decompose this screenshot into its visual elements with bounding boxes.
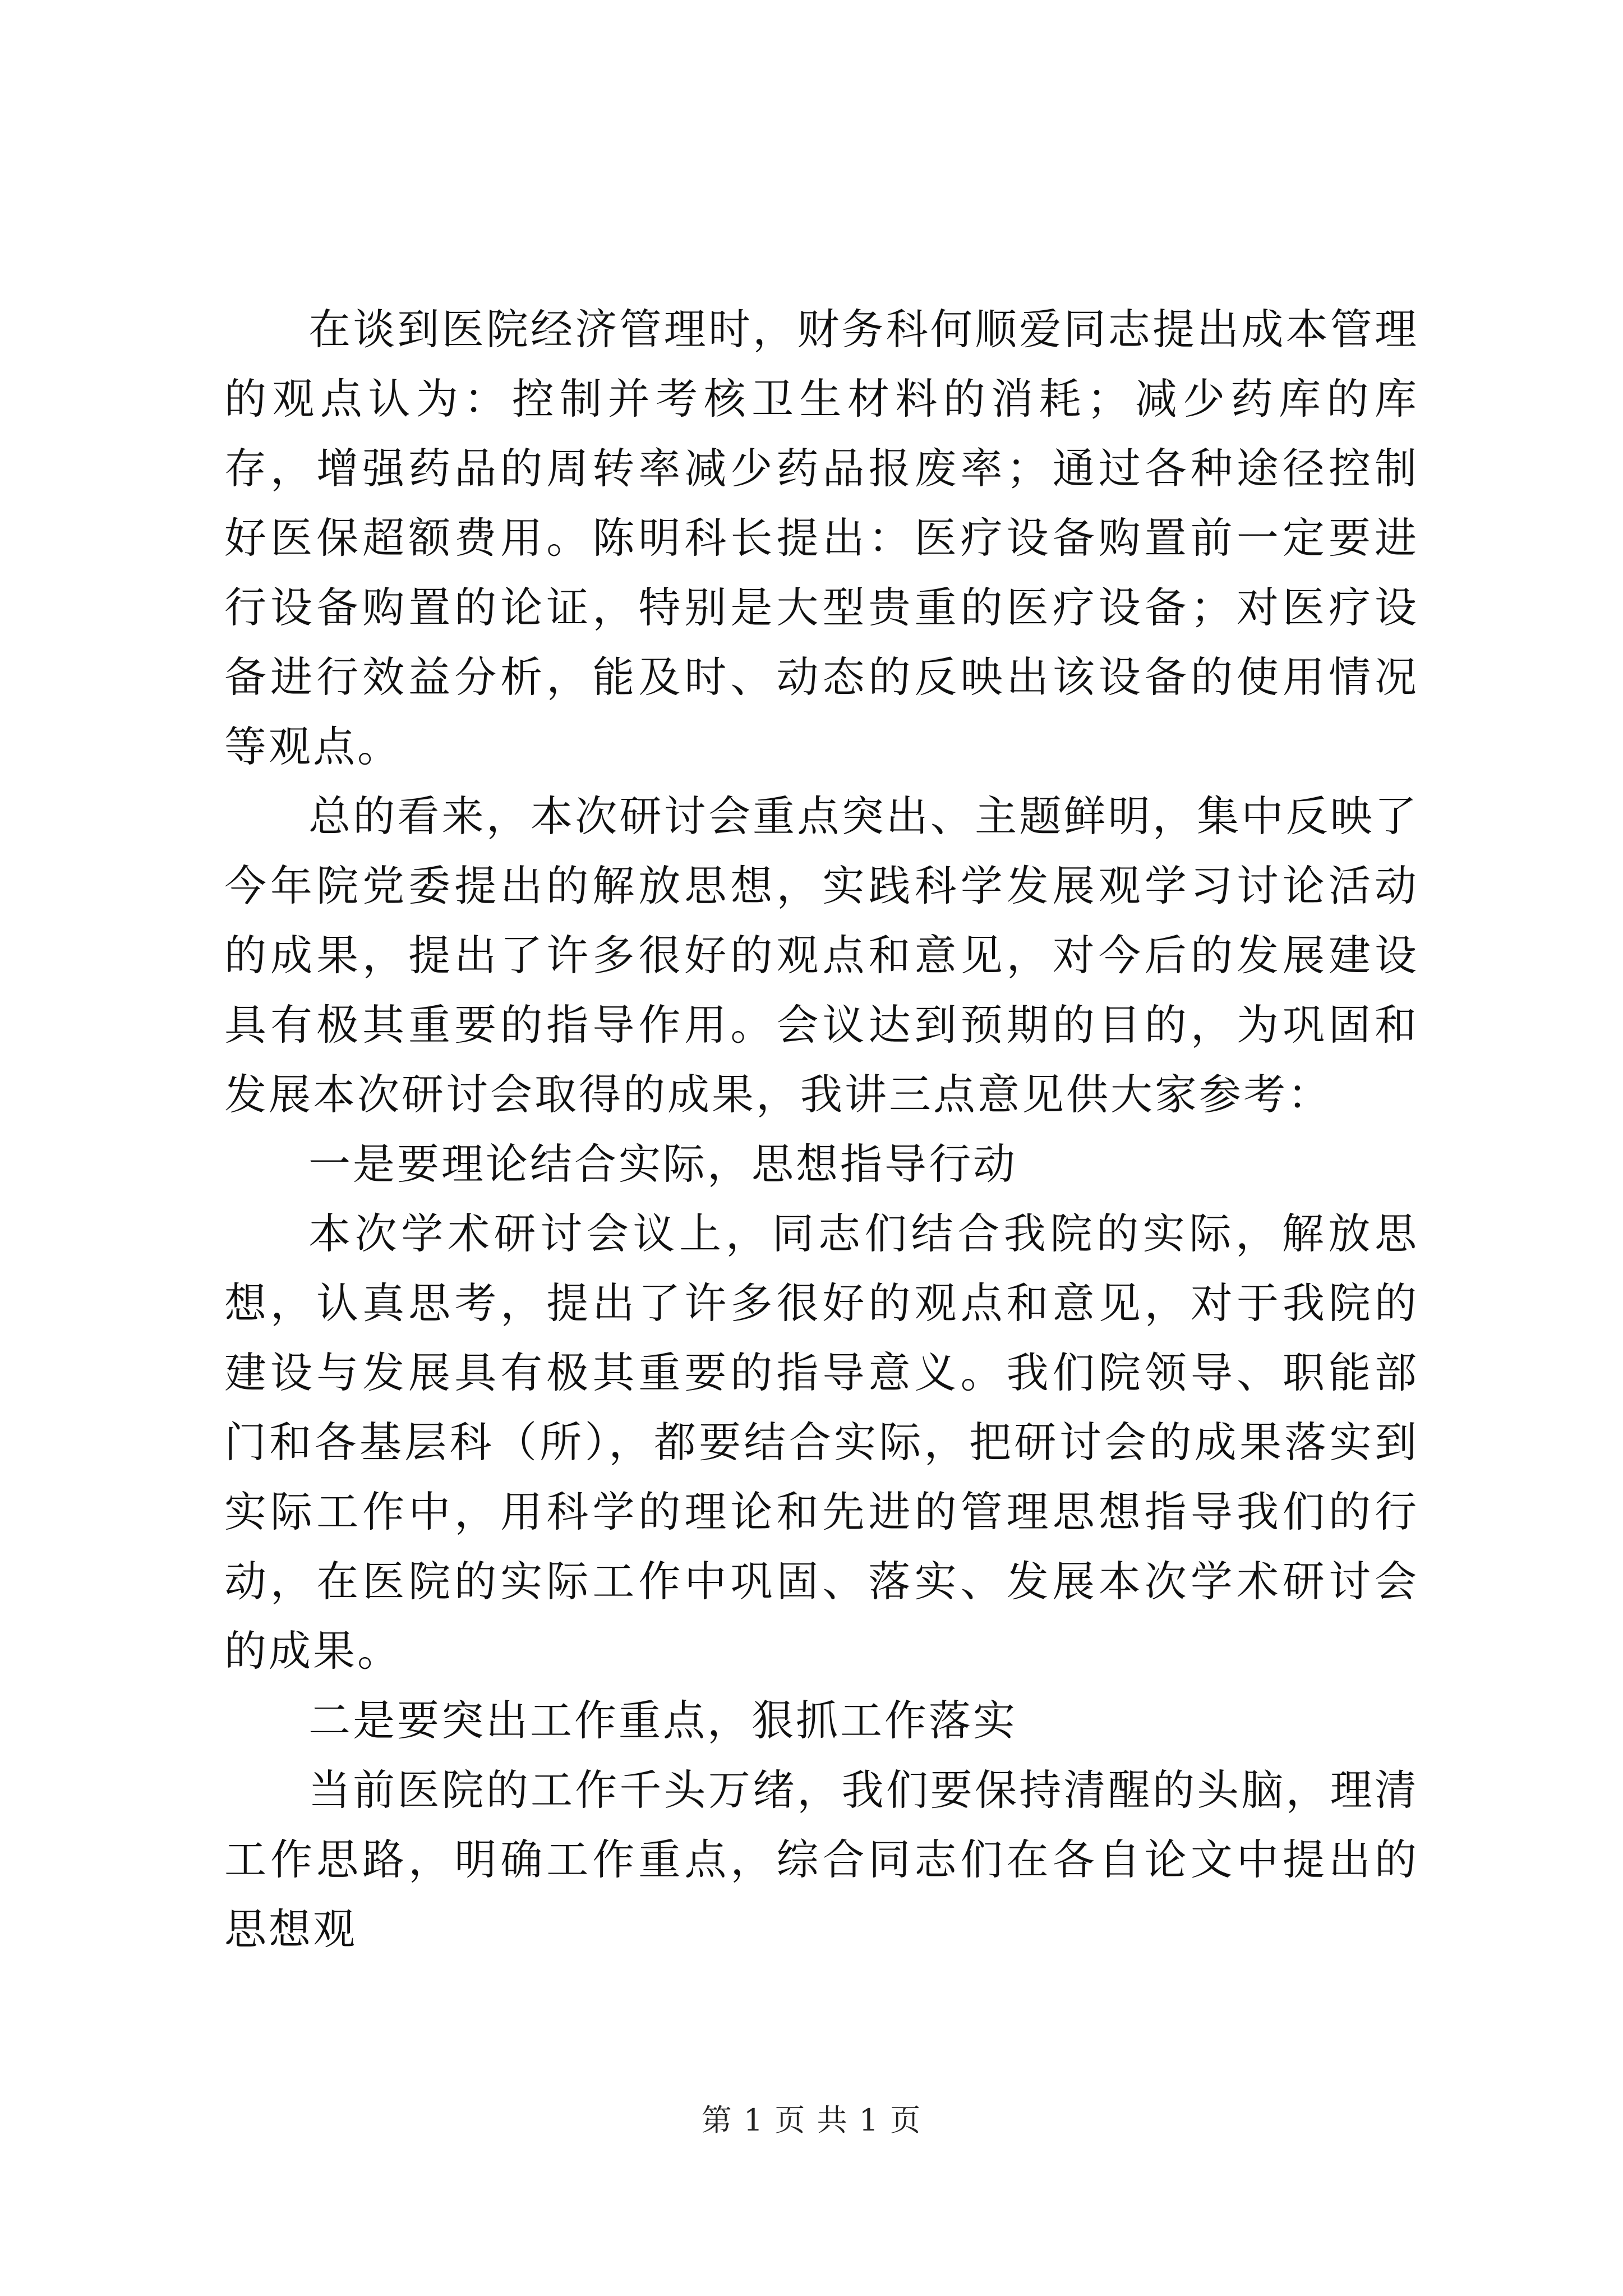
paragraph-point-one: 本次学术研讨会议上，同志们结合我院的实际，解放思想，认真思考，提出了许多很好的观点和意见，对于我院的建设与发展具有极其重要的指导意义。我们院领导、职能部门和各基层科（所），都要结合实际，把研讨会的成果落实到实际工作中，用科学的理论和先进的管理思想指导我们的行动，在医院的实际工作中巩固、落实、发展本次学术研讨会的成果。 xyxy=(224,1209,1419,1676)
document-body xyxy=(224,295,1419,1964)
heading-point-one: 一是要理论结合实际，思想指导行动 xyxy=(308,1139,1018,1189)
heading-point-two: 二是要突出工作重点，狠抓工作落实 xyxy=(308,1696,1018,1745)
page-footer: 第 1 页 共 1 页 xyxy=(701,2102,922,2138)
paragraph-point-two: 当前医院的工作千头万绪，我们要保持清醒的头脑，理清工作思路，明确工作重点，综合同志们在各自论文中提出的思想观 xyxy=(224,1765,1419,1954)
paragraph-economic-management: 在谈到医院经济管理时，财务科何顺爱同志提出成本管理的观点认为：控制并考核卫生材料的消耗；减少药库的库存，增强药品的周转率减少药品报废率；通过各种途径控制好医保超额费用。陈明科长提出：医疗设备购置前一定要进行设备购置的论证，特别是大型贵重的医疗设备；对医疗设备进行效益分析，能及时、动态的反映出该设备的使用情况等观点。 xyxy=(224,305,1419,771)
paragraph-summary: 总的看来，本次研讨会重点突出、主题鲜明，集中反映了今年院党委提出的解放思想，实践科学发展观学习讨论活动的成果，提出了许多很好的观点和意见，对今后的发展建设具有极其重要的指导作用。会议达到预期的目的，为巩固和发展本次研讨会取得的成果，我讲三点意见供大家参考： xyxy=(224,792,1419,1119)
